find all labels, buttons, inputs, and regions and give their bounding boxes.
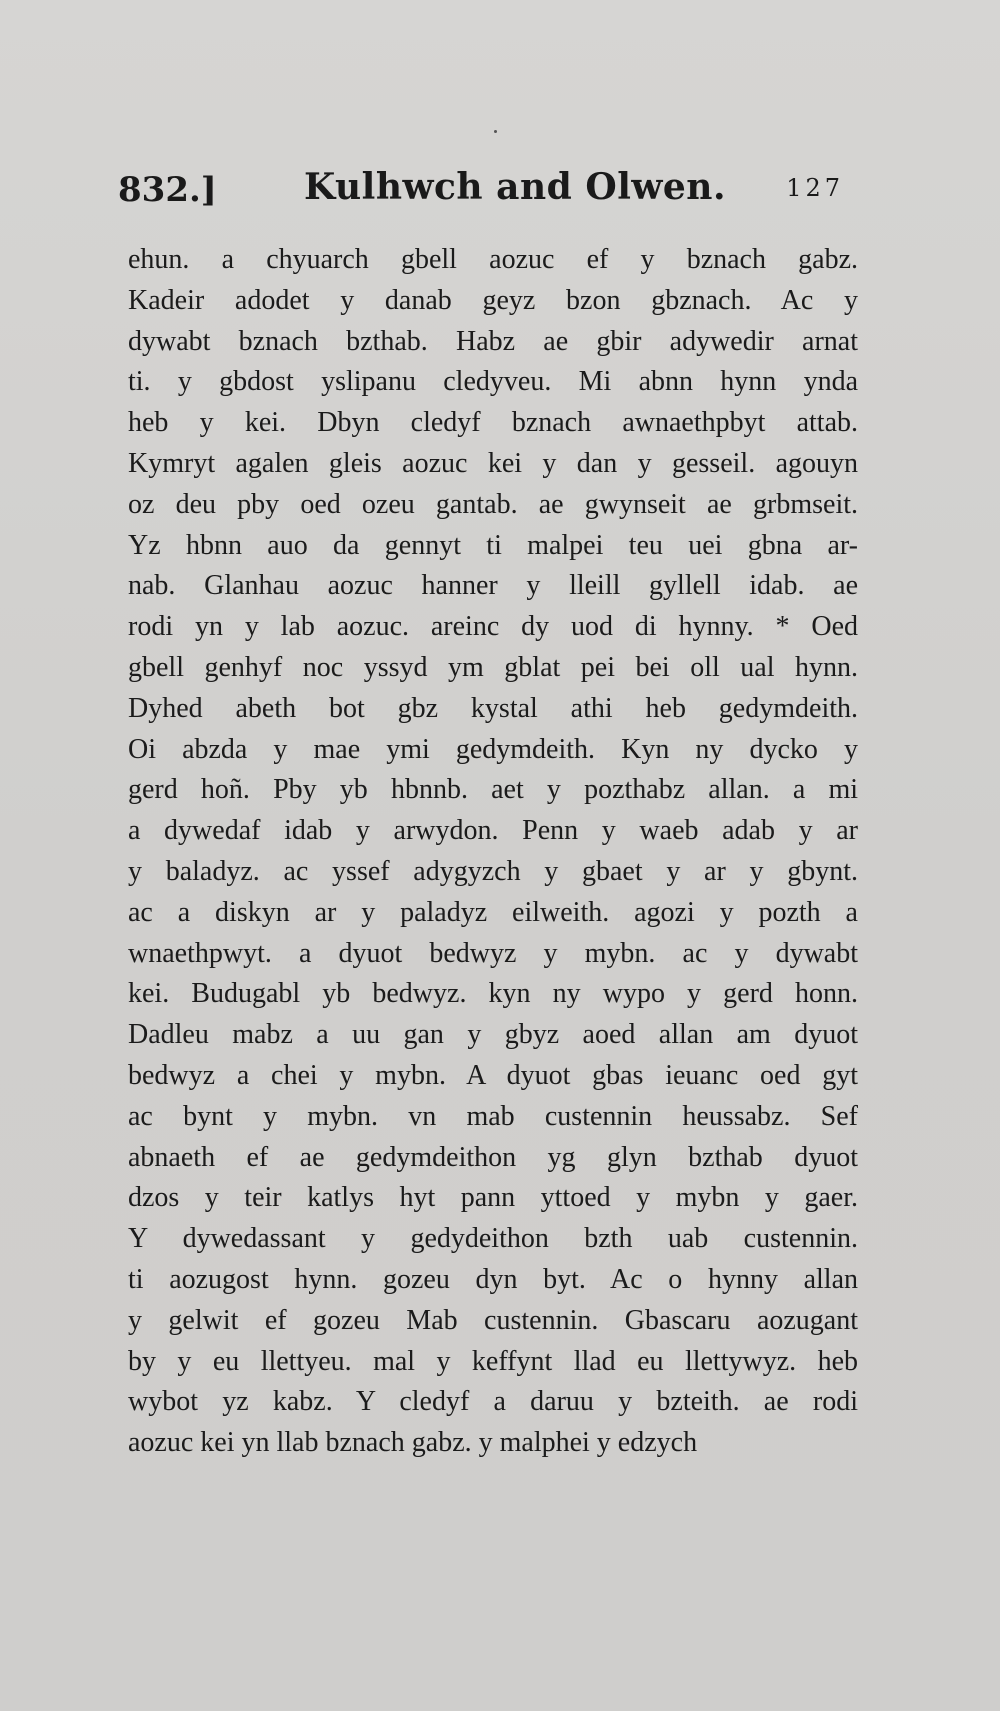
text-line: ti aozugost hynn. gozeu dyn byt. Ac o hynny allan: [128, 1263, 858, 1295]
text-line: Y dywedassant y gedydeithon bzth uab custennin.: [128, 1223, 858, 1255]
text-line: ehun. a chyuarch gbell aozuc ef y bznach gabz.: [128, 244, 858, 275]
text-line: wybot yz kabz. Y cledyf a daruu y bzteith. ae rodi: [128, 1386, 858, 1418]
text-line: wnaethpwyt. a dyuot bedwyz y mybn. ac y dywabt: [128, 937, 858, 969]
text-line: rodi yn y lab aozuc. areinc dy uod di hynny. * Oed: [128, 611, 858, 643]
text-line: aozuc kei yn llab bznach gabz. y malphei y edzych: [128, 1427, 698, 1459]
text-line: dywabt bznach bzthab. Habz ae gbir adywedir arnat: [128, 325, 858, 357]
text-line: Yz hbnn auo da gennyt ti malpei teu uei gbna ar-: [128, 529, 858, 561]
page-header: [118, 162, 844, 222]
text-line: ac bynt y mybn. vn mab custennin heussabz. Sef: [128, 1100, 858, 1132]
text-line: Dadleu mabz a uu gan y gbyz aoed allan am dyuot: [128, 1019, 858, 1051]
text-line: gbell genhyf noc yssyd ym gblat pei bei oll ual hynn.: [128, 651, 858, 683]
text-line: oz deu pby oed ozeu gantab. ae gwynseit ae grbmseit.: [128, 488, 858, 520]
text-line: y baladyz. ac yssef adygyzch y gbaet y ar y gbynt.: [128, 855, 858, 887]
text-line: kei. Budugabl yb bedwyz. kyn ny wypo y gerd honn.: [128, 978, 858, 1010]
text-line: Oi abzda y mae ymi gedymdeith. Kyn ny dycko y: [128, 733, 858, 765]
running-title: Kulhwch and Olwen.: [304, 166, 726, 208]
text-line: abnaeth ef ae gedymdeithon yg glyn bzthab dyuot: [128, 1141, 858, 1173]
text-line: Kadeir adodet y danab geyz bzon gbznach. Ac y: [128, 284, 858, 316]
ink-speck: [494, 130, 497, 133]
text-line: y gelwit ef gozeu Mab custennin. Gbascaru aozugant: [128, 1304, 858, 1336]
text-line: Kymryt agalen gleis aozuc kei y dan y gesseil. agouyn: [128, 447, 858, 479]
text-line: nab. Glanhau aozuc hanner y lleill gyllell idab. ae: [128, 570, 858, 602]
body-text: [128, 240, 858, 1464]
text-line: a dywedaf idab y arwydon. Penn y waeb adab y ar: [128, 815, 858, 847]
text-line: gerd hoñ. Pby yb hbnnb. aet y pozthabz allan. a mi: [128, 774, 858, 806]
text-line: ac a diskyn ar y paladyz eilweith. agozi y pozth a: [128, 896, 858, 928]
text-line: dzos y teir katlys hyt pann yttoed y mybn y gaer.: [128, 1182, 858, 1214]
page-number: 127: [786, 174, 844, 202]
text-line: heb y kei. Dbyn cledyf bznach awnaethpbyt attab.: [128, 407, 858, 439]
text-line: by y eu llettyeu. mal y keffynt llad eu llettywyz. heb: [128, 1345, 858, 1377]
text-line: ti. y gbdost yslipanu cledyveu. Mi abnn hynn ynda: [128, 366, 858, 398]
page-reference: 832.]: [118, 170, 217, 210]
text-line: Dyhed abeth bot gbz kystal athi heb gedymdeith.: [128, 692, 858, 724]
text-line: bedwyz a chei y mybn. A dyuot gbas ieuanc oed gyt: [128, 1059, 858, 1091]
